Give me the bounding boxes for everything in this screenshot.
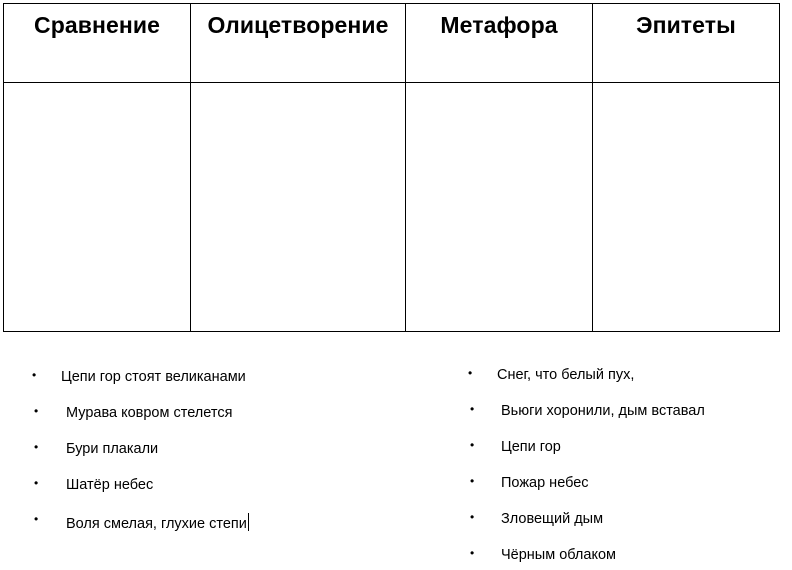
list-item-text: Вьюги хоронили, дым вставал [501,403,705,419]
empty-cell-epithets[interactable] [593,83,780,332]
header-cell-personification [191,4,406,83]
table-body-row [4,83,780,332]
empty-cell-metaphor[interactable] [406,83,593,332]
list-item-text: Зловещий дым [501,511,604,527]
column-header-epithets: Эпитеты [636,12,736,38]
list-item-text: Шатёр небес [66,477,154,493]
list-item-text: Воля смелая, глухие степи [66,516,247,532]
column-header-comparison: Сравнение [34,12,160,38]
bullet-icon: • [470,474,475,488]
column-header-metaphor: Метафора [440,12,558,38]
bullet-icon: • [34,476,39,490]
list-item-text: Пожар небес [501,475,589,491]
list-item-text: Цепи гор [501,439,561,455]
column-header-personification: Олицетворение [207,12,389,38]
empty-cell-personification[interactable] [191,83,406,332]
bullet-icon: • [34,440,39,454]
bullet-icon: • [34,512,39,526]
list-item-text: Бури плакали [66,441,159,457]
bullet-icon: • [32,368,37,382]
bullet-icon: • [470,546,475,560]
list-item-text: Чёрным облаком [501,547,617,563]
list-item-text-wrap[interactable] [66,513,249,532]
bullet-icon: • [470,402,475,416]
list-item-text: Снег, что белый пух, [497,367,635,383]
list-item-text: Мурава ковром стелется [66,405,233,421]
list-item-text: Цепи гор стоят великанами [61,369,246,385]
bullet-icon: • [468,366,473,380]
table-header-row [4,4,780,83]
classification-table [3,3,780,332]
header-cell-comparison [4,4,191,83]
header-cell-epithets [593,4,780,83]
bullet-icon: • [34,404,39,418]
empty-cell-comparison[interactable] [4,83,191,332]
header-cell-metaphor [406,4,593,83]
bullet-icon: • [470,510,475,524]
text-cursor [248,513,249,531]
bullet-icon: • [470,438,475,452]
